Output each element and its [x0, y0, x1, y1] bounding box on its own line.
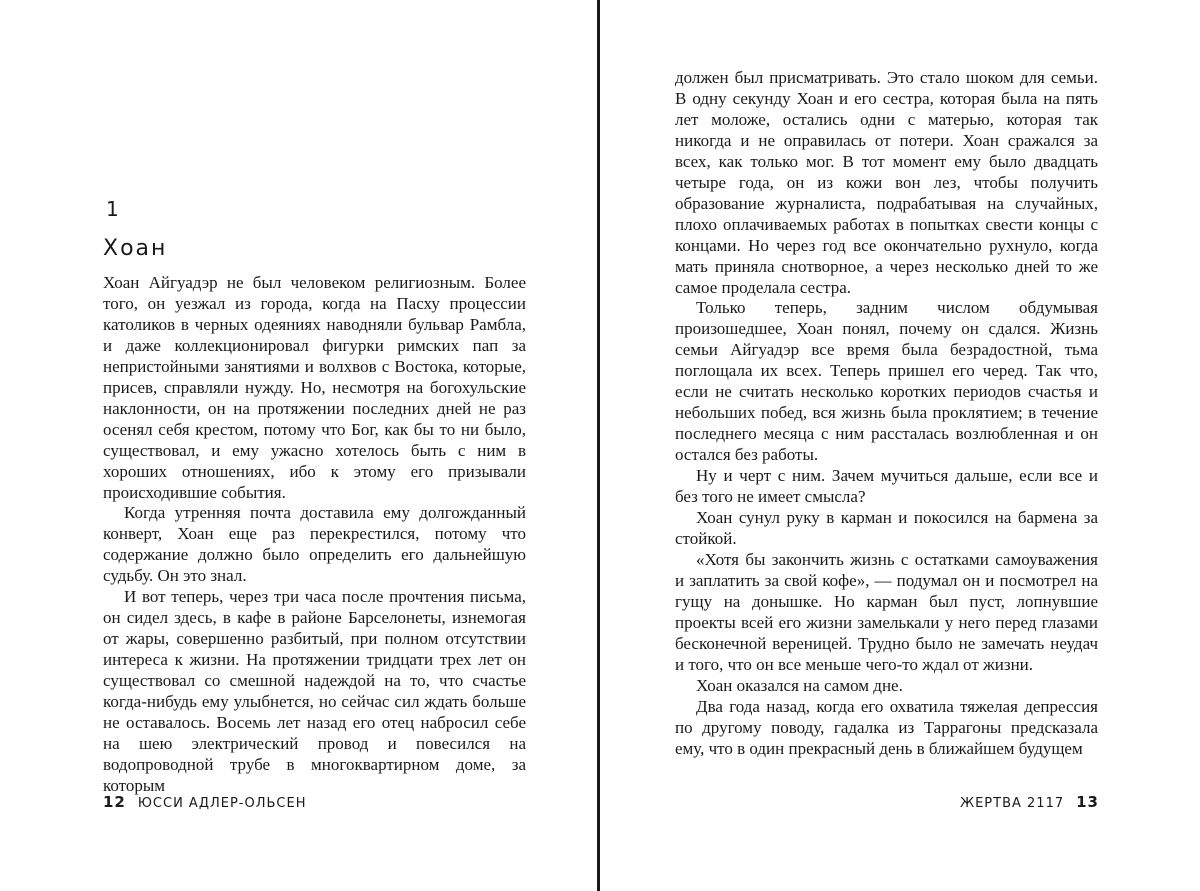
paragraph: И вот теперь, через три часа после прочтения письма, он сидел здесь, в кафе в районе Барселонеты, изнемогая от жары, совершенно разбитый, при полном отсутствии интереса к жизни. На протяжении тридцати трех лет он существовал со смешной надеждой на то, что счастье когда-нибудь ему улыбнется, но сейчас сил ждать больше не оставалось. Восемь лет назад его отец набросил себе на шею электрический провод и повесился на водопроводной трубе в многоквартирном доме, за которым [103, 587, 526, 795]
right-footer [960, 793, 1099, 811]
paragraph: Два года назад, когда его охватила тяжелая депрессия по другому поводу, гадалка из Таррагоны предсказала ему, что в один прекрасный день в ближайшем будущем [675, 696, 1098, 758]
chapter-title: Хоан [103, 236, 168, 261]
paragraph: должен был присматривать. Это стало шоком для семьи. В одну секунду Хоан и его сестра, которая была на пять лет моложе, остались одни с матерью, которая так никогда и не оправилась от потери. Хоан сражался за всех, как только мог. В тот момент ему было двадцать четыре года, он из кожи вон лез, чтобы получить образование журналиста, подрабатывая на случайных, плохо оплачиваемых работах в попытках свести концы с концами. Но через год все окончательно рухнуло, когда мать приняла снотворное, а через несколько дней то же самое проделала сестра. [675, 68, 1098, 297]
left-page-text [103, 273, 526, 797]
page-number: 13 [1076, 793, 1099, 811]
paragraph: Хоан оказался на самом дне. [696, 675, 903, 695]
running-head-title: ЖЕРТВА 2117 [960, 796, 1065, 811]
paragraph: Ну и черт с ним. Зачем мучиться дальше, если все и без того не имеет смысла? [675, 466, 1098, 507]
left-footer [103, 793, 306, 811]
right-page [600, 0, 1200, 891]
paragraph: Хоан Айгуадэр не был человеком религиозным. Более того, он уезжал из города, когда на Пасху процессии католиков в черных одеяниях наводняли бульвар Рамбла, и даже коллекционировал фигурки римских пап за непристойными занятиями и волхвов с Востока, которые, присев, справляли нужду. Но, несмотря на богохульские наклонности, он на протяжении последних дней не раз осенял себя крестом, потому что Бог, как бы то ни было, существовал, и ему ужасно хотелось быть с ним в хороших отношениях, ибо к этому его призывали происходившие события. [103, 273, 526, 502]
running-head-author: ЮССИ АДЛЕР-ОЛЬСЕН [137, 796, 307, 811]
paragraph: «Хотя бы закончить жизнь с остатками самоуважения и заплатить за свой кофе», — подумал он и посмотрел на гущу на донышке. Но карман был пуст, лопнувшие проекты всей его жизни замелькали у него перед глазами бесконечной вереницей. Трудно было не замечать неудач и того, что он все меньше чего-то ждал от жизни. [675, 549, 1098, 674]
paragraph: Когда утренняя почта доставила ему долгожданный конверт, Хоан еще раз перекрестился, потому что содержание должно было определить его дальнейшую судьбу. Он это знал. [103, 503, 526, 586]
left-page [0, 0, 597, 891]
chapter-number: 1 [106, 197, 120, 221]
paragraph: Только теперь, задним числом обдумывая произошедшее, Хоан понял, почему он сдался. Жизнь семьи Айгуадэр все время была безрадостной, тьма поглощала их всех. Теперь пришел его черед. Так что, если не считать несколько коротких периодов счастья и небольших побед, вся жизнь была проклятием; в течение последнего месяца с ним рассталась возлюбленная и он остался без работы. [675, 298, 1098, 465]
page-number: 12 [103, 793, 126, 811]
paragraph: Хоан сунул руку в карман и покосился на бармена за стойкой. [675, 508, 1098, 548]
right-page-text [675, 68, 1098, 759]
